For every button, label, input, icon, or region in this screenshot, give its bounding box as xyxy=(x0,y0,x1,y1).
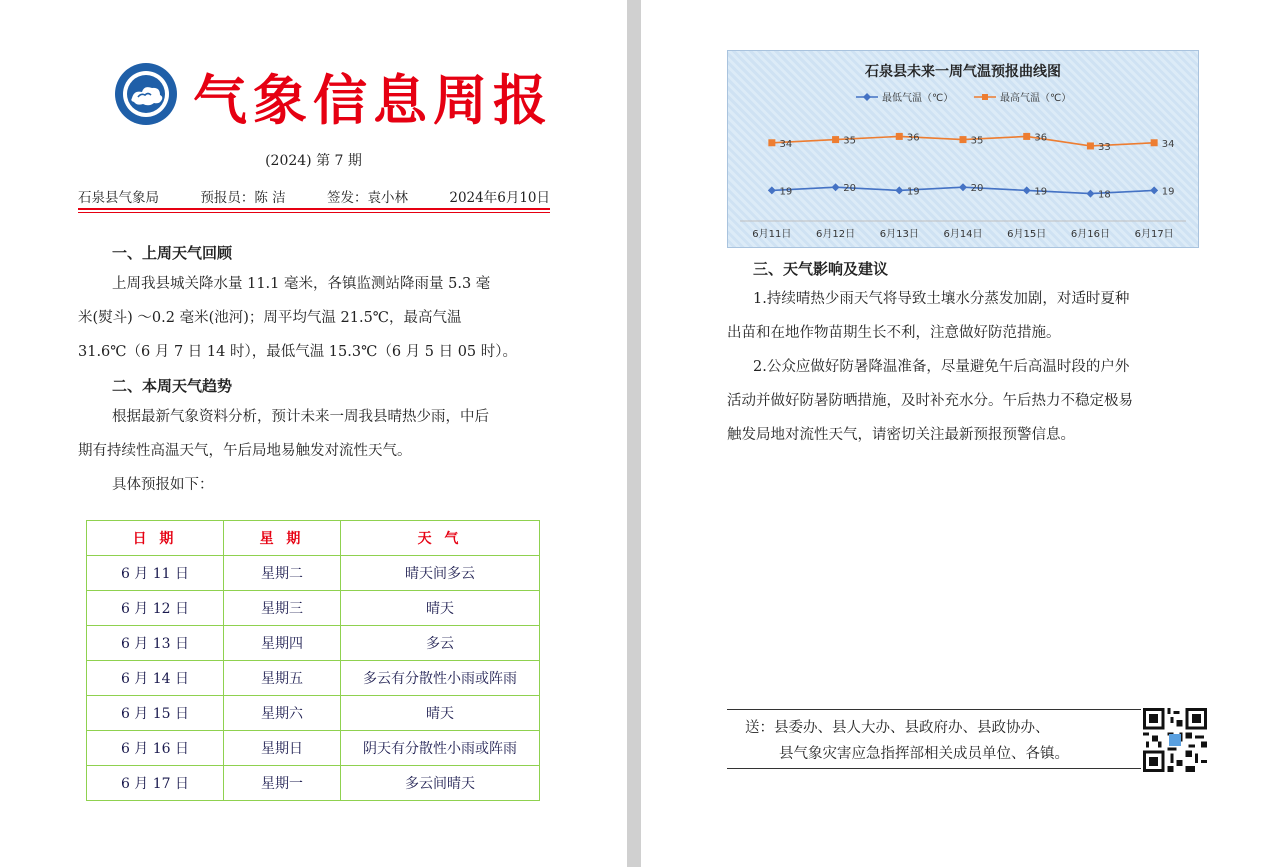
data-label: 35 xyxy=(843,135,856,147)
cell-weekday: 星期五 xyxy=(224,661,341,696)
table-row xyxy=(87,731,540,766)
data-point xyxy=(1150,186,1158,194)
cell-weekday: 星期六 xyxy=(224,696,341,731)
x-tick-label: 6月14日 xyxy=(943,229,983,240)
page-right xyxy=(641,0,1271,867)
qr-code-icon[interactable] xyxy=(1143,708,1207,772)
signer: 签发：袁小林 xyxy=(327,190,409,206)
cell-weather: 阴天有分散性小雨或阵雨 xyxy=(341,731,540,766)
table-header-row xyxy=(87,521,540,556)
data-label: 19 xyxy=(779,186,793,198)
legend-marker xyxy=(982,94,988,100)
data-point xyxy=(960,136,967,143)
chart-title: 石泉县未来一周气温预报曲线图 xyxy=(865,64,1061,80)
data-label: 20 xyxy=(843,183,856,195)
data-point xyxy=(896,133,903,140)
data-label: 19 xyxy=(1161,186,1175,198)
cell-date: 6 月 17 日 xyxy=(87,766,224,801)
cell-weather: 多云有分散性小雨或阵雨 xyxy=(341,661,540,696)
cell-weekday: 星期日 xyxy=(224,731,341,766)
data-label: 34 xyxy=(779,138,793,150)
cell-weather: 晴天 xyxy=(341,696,540,731)
distribution-rule-bottom xyxy=(727,768,1141,769)
table-row xyxy=(87,626,540,661)
data-point xyxy=(768,139,775,146)
x-tick-label: 6月13日 xyxy=(879,229,919,240)
data-point xyxy=(895,186,903,194)
cell-weather: 晴天间多云 xyxy=(341,556,540,591)
section3-line: 1.持续晴热少雨天气将导致土壤水分蒸发加剧，对适时夏种 xyxy=(753,291,1130,307)
data-point xyxy=(768,186,776,194)
section1-body xyxy=(78,267,550,369)
data-point xyxy=(1087,142,1094,149)
cell-date: 6 月 15 日 xyxy=(87,696,224,731)
section2-intro: 具体预报如下： xyxy=(112,477,214,493)
data-point xyxy=(959,183,967,191)
x-tick-label: 6月17日 xyxy=(1134,229,1174,240)
table-row xyxy=(87,556,540,591)
section1-title: 一、上周天气回顾 xyxy=(112,244,233,262)
header-info xyxy=(78,186,550,206)
section2-body xyxy=(78,400,550,502)
data-point xyxy=(1086,190,1094,198)
data-label: 34 xyxy=(1161,138,1175,150)
table-row xyxy=(87,696,540,731)
x-tick-label: 6月15日 xyxy=(1007,229,1047,240)
data-point xyxy=(1023,186,1031,194)
section3-line: 2.公众应做好防暑降温准备，尽量避免午后高温时段的户外 xyxy=(753,359,1130,375)
section2-line: 根据最新气象资料分析，预计未来一周我县晴热少雨，中后 xyxy=(112,409,489,425)
data-label: 33 xyxy=(1098,141,1111,153)
data-label: 18 xyxy=(1098,189,1111,201)
cell-weekday: 星期二 xyxy=(224,556,341,591)
section1-line: 上周我县城关降水量 11.1 毫米，各镇监测站降雨量 5.3 毫 xyxy=(112,276,491,292)
data-label: 36 xyxy=(1034,132,1048,144)
data-point xyxy=(1151,139,1158,146)
col-header-weekday: 星 期 xyxy=(224,521,341,556)
section3-line: 活动并做好防暑防晒措施，及时补充水分。午后热力不稳定极易 xyxy=(727,393,1133,409)
masthead-title: 气象信息周报 xyxy=(193,68,553,132)
legend-entry: 最低气温（℃） xyxy=(882,93,954,104)
issue-date: 2024年6月10日 xyxy=(449,190,550,206)
cell-weather: 多云 xyxy=(341,626,540,661)
cell-date: 6 月 11 日 xyxy=(87,556,224,591)
forecast-table xyxy=(86,520,540,801)
distribution-rule-top xyxy=(727,709,1141,710)
forecaster: 预报员：陈 洁 xyxy=(200,190,286,206)
x-tick-label: 6月16日 xyxy=(1070,229,1110,240)
section3-body xyxy=(727,282,1197,452)
col-header-date: 日 期 xyxy=(87,521,224,556)
table-row xyxy=(87,766,540,801)
legend-marker xyxy=(863,93,871,101)
section1-line: 31.6℃（6 月 7 日 14 时），最低气温 15.3℃（6 月 5 日 05 时）。 xyxy=(78,344,518,360)
org-name: 石泉县气象局 xyxy=(78,190,159,206)
chart-svg xyxy=(728,51,1198,247)
page-gutter xyxy=(627,0,641,867)
red-rule-top xyxy=(78,208,550,210)
issue-number: (2024) 第 7 期 xyxy=(265,153,362,169)
cell-date: 6 月 14 日 xyxy=(87,661,224,696)
cell-weekday: 星期四 xyxy=(224,626,341,661)
cma-logo xyxy=(114,62,178,126)
temperature-chart xyxy=(727,50,1199,248)
section3-line: 触发局地对流性天气，请密切关注最新预报预警信息。 xyxy=(727,427,1075,443)
page-left xyxy=(0,0,627,867)
table-row xyxy=(87,661,540,696)
cell-date: 6 月 16 日 xyxy=(87,731,224,766)
x-tick-label: 6月11日 xyxy=(752,229,792,240)
cell-weekday: 星期一 xyxy=(224,766,341,801)
data-label: 36 xyxy=(906,132,920,144)
distribution-line-2: 县气象灾害应急指挥部相关成员单位、各镇。 xyxy=(779,746,1069,762)
section2-line: 期有持续性高温天气，午后局地易触发对流性天气。 xyxy=(78,443,412,459)
section2-title: 二、本周天气趋势 xyxy=(112,377,233,395)
cell-date: 6 月 12 日 xyxy=(87,591,224,626)
section3-title: 三、天气影响及建议 xyxy=(753,260,889,278)
data-label: 35 xyxy=(970,135,984,147)
red-rule-bottom xyxy=(78,212,550,213)
cell-weekday: 星期三 xyxy=(224,591,341,626)
data-label: 20 xyxy=(970,183,984,195)
distribution-line-1: 送：县委办、县人大办、县政府办、县政协办、 xyxy=(745,720,1050,736)
data-point xyxy=(832,183,840,191)
cell-weather: 晴天 xyxy=(341,591,540,626)
cell-weather: 多云间晴天 xyxy=(341,766,540,801)
data-label: 19 xyxy=(906,186,920,198)
data-point xyxy=(1023,133,1030,140)
table-row xyxy=(87,591,540,626)
data-point xyxy=(832,136,839,143)
legend-entry: 最高气温（℃） xyxy=(1000,93,1072,104)
cell-date: 6 月 13 日 xyxy=(87,626,224,661)
section1-line: 米(熨斗) ～0.2 毫米(池河)；周平均气温 21.5℃，最高气温 xyxy=(78,310,462,326)
section3-line: 出苗和在地作物苗期生长不利，注意做好防范措施。 xyxy=(727,325,1061,341)
data-label: 19 xyxy=(1034,186,1048,198)
x-tick-label: 6月12日 xyxy=(816,229,856,240)
col-header-weather: 天 气 xyxy=(341,521,540,556)
